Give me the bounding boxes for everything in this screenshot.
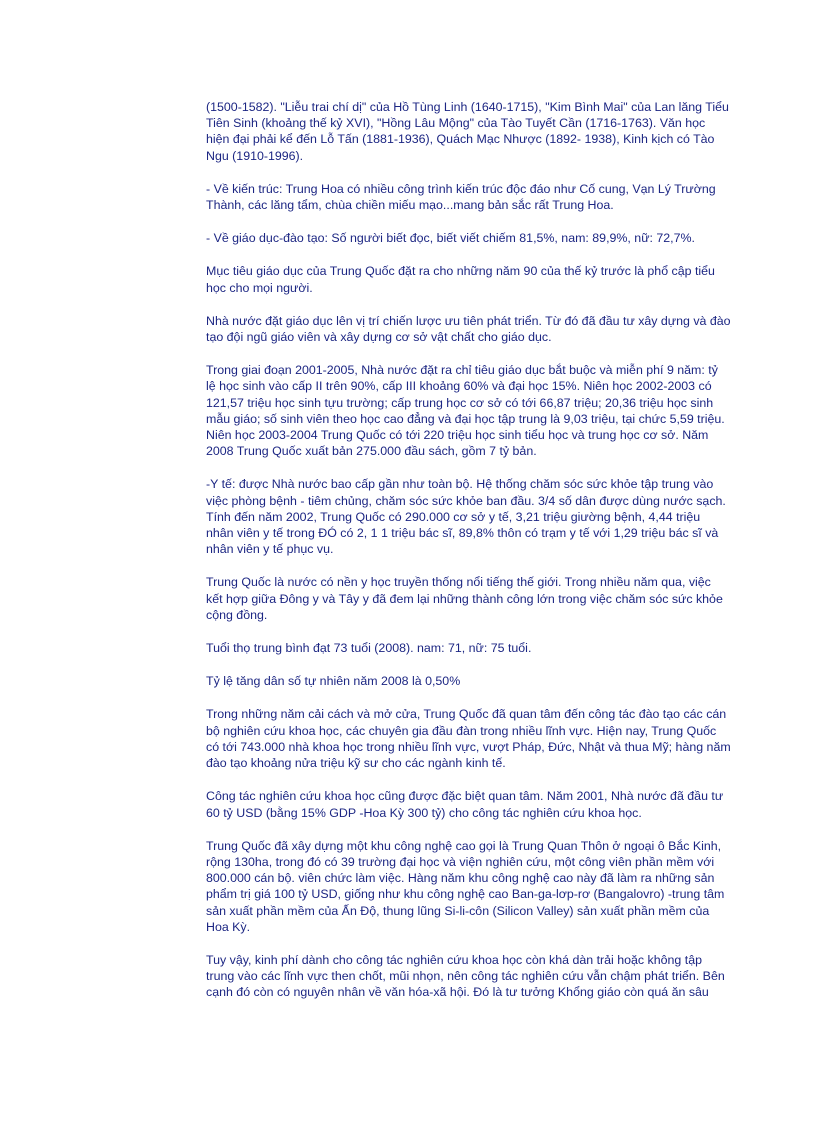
text-line: Tuy vậy, kinh phí dành cho công tác nghiên cứu khoa học còn khá dàn trải hoặc không tập (206, 952, 702, 967)
text-line: có tới 743.000 nhà khoa học trong nhiều lĩnh vực, vượt Pháp, Đức, Nhật và thua Mỹ; hàng năm (206, 739, 731, 754)
text-line: -Y tế: được Nhà nước bao cấp gần như toàn bộ. Hệ thống chăm sóc sức khỏe tập trung vào (206, 477, 714, 492)
text-line: nhân viên y tế trong ĐÓ có 2, 1 1 triệu bác sĩ, 89,8% thôn có trạm y tế với 1,29 triệu bác sĩ và (206, 526, 719, 541)
paragraph-traditional-medicine (206, 574, 772, 623)
paragraph-education-literacy (206, 230, 772, 246)
text-line: 800.000 cán bộ. viên chức làm việc. Hàng năm khu công nghệ cao này đã làm ra những sản (206, 871, 715, 886)
text-line: Ngu (1910-1996). (206, 148, 304, 163)
text-line: Công tác nghiên cứu khoa học cũng được đặc biệt quan tâm. Năm 2001, Nhà nước đã đầu tư (206, 789, 724, 804)
paragraph-population-growth (206, 673, 772, 689)
paragraph-architecture (206, 181, 772, 213)
text-line: cạnh đó còn có nguyên nhân về văn hóa-xã hội. Đó là tư tưởng Khổng giáo còn quá ăn sâu (206, 985, 709, 1000)
text-line: Tỷ lệ tăng dân số tự nhiên năm 2008 là 0,50% (206, 674, 461, 689)
text-line: bộ nghiên cứu khoa học, các chuyên gia đầu đàn trong nhiều lĩnh vực. Hiện nay, Trung Quốc (206, 723, 717, 738)
text-line: rộng 130ha, trong đó có 39 trường đại học và viện nghiên cứu, một công viên phần mềm với (206, 854, 715, 869)
text-line: Trung Quốc là nước có nền y học truyền thống nổi tiếng thế giới. Trong nhiều năm qua, việc (206, 575, 711, 590)
text-line: 121,57 triệu học sinh tựu trường; cấp trung học cơ sở có tới 66,87 triệu; 20,36 triệu học sinh (206, 395, 714, 410)
text-line: tạo đội ngũ giáo viên và xây dựng cơ sở vật chất cho giáo dục. (206, 330, 552, 345)
text-line: việc phòng bệnh - tiêm chủng, chăm sóc sức khỏe ban đầu. 3/4 số dân được dùng nước sạch. (206, 493, 726, 508)
text-line: học cho mọi người. (206, 280, 313, 295)
text-line: (1500-1582). "Liễu trai chí dị" của Hồ Tùng Linh (1640-1715), "Kim Bình Mai" của Lan lăng Tiểu (206, 100, 729, 114)
text-line: cộng đồng. (206, 607, 268, 622)
paragraph-scientists (206, 706, 772, 771)
text-line: trung vào các lĩnh vực then chốt, mũi nhọn, nên công tác nghiên cứu vẫn chậm phát triển. Bên (206, 969, 725, 984)
text-line: mẫu giáo; số sinh viên theo học cao đẳng và đại học tập trung là 9,03 triệu, tại chức 5,59 triệu. (206, 411, 725, 426)
text-line: Tuổi thọ trung bình đạt 73 tuổi (2008). nam: 71, nữ: 75 tuổi. (206, 641, 532, 656)
paragraph-research-limitations (206, 952, 772, 1001)
paragraph-education-investment (206, 313, 772, 345)
text-line: Trung Quốc đã xây dựng một khu công nghệ cao gọi là Trung Quan Thôn ở ngoại ô Bắc Kinh, (206, 838, 722, 853)
paragraph-education-goal (206, 263, 772, 295)
text-line: Tiên Sinh (khoảng thế kỷ XVI), "Hồng Lâu Mộng" của Tào Tuyết Cần (1716-1763). Văn học (206, 116, 706, 131)
text-line: Mục tiêu giáo dục của Trung Quốc đặt ra cho những năm 90 của thế kỷ trước là phổ cập tiểu (206, 264, 715, 279)
text-line: 60 tỷ USD (bằng 15% GDP -Hoa Kỳ 300 tỷ) cho công tác nghiên cứu khoa học. (206, 805, 642, 820)
text-line: phẩm trị giá 100 tỷ USD, giống như khu công nghệ cao Ban-ga-lơp-rơ (Bangalovro) -trung tâm (206, 887, 725, 902)
text-line: Niên học 2003-2004 Trung Quốc có tới 220 triệu học sinh tiểu học và trung học cơ sở. Năm (206, 428, 709, 443)
paragraph-research-funding (206, 788, 772, 820)
text-line: đào tạo khoảng nửa triệu kỹ sư cho các ngành kinh tế. (206, 756, 506, 771)
text-line: Nhà nước đặt giáo dục lên vị trí chiến lược ưu tiên phát triển. Từ đó đã đầu tư xây dựng và đào (206, 313, 731, 328)
text-line: 2008 Trung Quốc xuất bản 275.000 đầu sách, gồm 7 tỷ bản. (206, 444, 537, 459)
paragraph-life-expectancy (206, 640, 772, 656)
text-line: nhân viên y tế phục vụ. (206, 542, 334, 557)
paragraph-education-statistics (206, 362, 772, 459)
text-line: Trong giai đoạn 2001-2005, Nhà nước đặt ra chỉ tiêu giáo dục bắt buộc và miễn phí 9 năm: tỷ (206, 363, 718, 378)
text-line: - Về giáo dục-đào tạo: Số người biết đọc, biết viết chiếm 81,5%, nam: 89,9%, nữ: 72,7%. (206, 231, 695, 246)
document-page (206, 99, 772, 1018)
text-line: sản xuất phần mềm của Ấn Độ, thung lũng Si-li-côn (Silicon Valley) sản xuất phần mềm của (206, 903, 710, 918)
text-line: hiện đại phải kể đến Lỗ Tấn (1881-1936), Quách Mạc Nhược (1892- 1938), Kinh kịch có Tào (206, 132, 715, 147)
paragraph-healthcare (206, 476, 772, 557)
text-line: Tính đến năm 2002, Trung Quốc có 290.000 cơ sở y tế, 3,21 triệu giường bệnh, 4,44 triệu (206, 509, 701, 524)
text-line: Hoa Kỳ. (206, 919, 251, 934)
text-line: kết hợp giữa Đông y và Tây y đã đem lại những thành công lớn trong việc chăm sóc sức khỏe (206, 591, 723, 606)
text-line: Trong những năm cải cách và mở cửa, Trung Quốc đã quan tâm đến công tác đào tạo các cán (206, 707, 727, 722)
text-line: lệ học sinh vào cấp II trên 90%, cấp III khoảng 60% và đại học 15%. Niên học 2002-2003 có (206, 379, 712, 394)
text-line: Thành, các lăng tẩm, chùa chiền miếu mạo...mang bản sắc rất Trung Hoa. (206, 198, 614, 213)
paragraph-literature (206, 99, 772, 164)
paragraph-tech-park (206, 838, 772, 935)
text-line: - Về kiến trúc: Trung Hoa có nhiều công trình kiến trúc độc đáo như Cố cung, Vạn Lý Trường (206, 181, 716, 196)
